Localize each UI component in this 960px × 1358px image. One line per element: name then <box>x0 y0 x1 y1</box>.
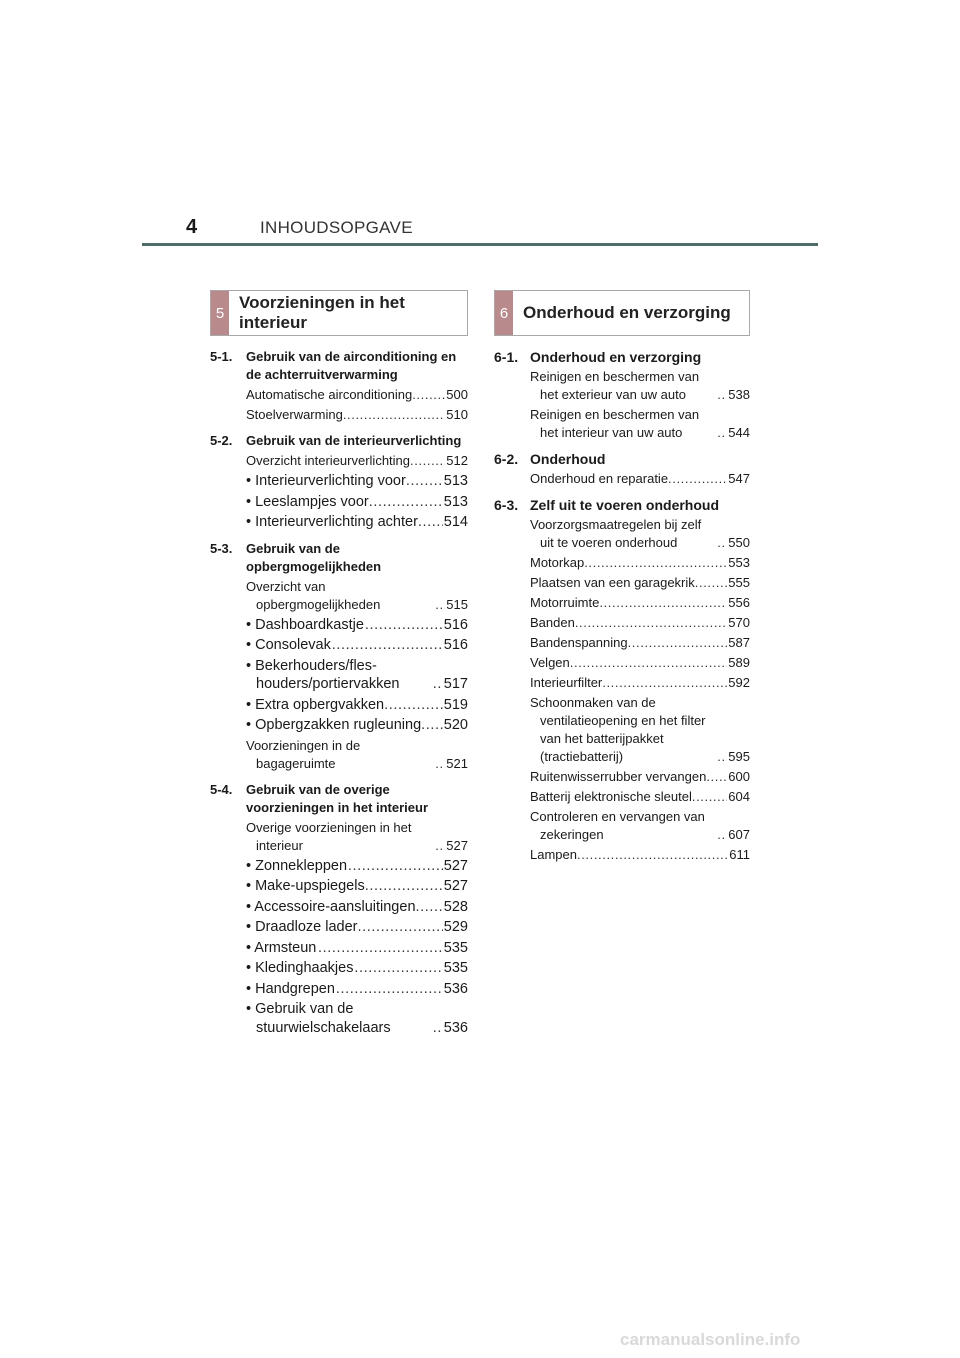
toc-page-number: 600 <box>728 769 750 784</box>
toc-page-number: 607 <box>728 827 750 842</box>
toc-entry[interactable] <box>494 654 750 672</box>
toc-page-number: 611 <box>729 847 750 862</box>
toc-entry-text: Ruitenwisserrubber vervangen <box>530 769 707 784</box>
toc-entry[interactable] <box>210 898 468 917</box>
toc-page-number: 510 <box>446 407 468 422</box>
toc-entry-text: • Opbergzakken rugleuning <box>246 717 422 733</box>
toc-entry[interactable] <box>210 578 468 614</box>
toc-page-number: 516 <box>443 616 468 633</box>
toc-page-number: 587 <box>728 635 750 650</box>
toc-entry[interactable] <box>210 657 468 694</box>
dot-leader <box>668 470 727 488</box>
toc-page-number: 516 <box>443 637 468 653</box>
toc-entry[interactable] <box>210 980 468 999</box>
dot-leader <box>570 654 728 672</box>
toc-entry[interactable] <box>210 716 468 735</box>
toc-entry-text: • Bekerhouders/fles-houders/portiervakken <box>246 657 400 692</box>
toc-entry[interactable] <box>210 857 468 876</box>
toc-page-number: 538 <box>728 387 750 402</box>
toc-entry-text: Banden <box>530 615 575 630</box>
watermark: carmanualsonline.info <box>620 1330 801 1349</box>
subsection <box>494 496 750 864</box>
toc-entry[interactable] <box>494 808 750 844</box>
toc-page-number: 513 <box>443 493 468 510</box>
toc-entry-text: • Interieurverlichting voor <box>246 473 406 489</box>
toc-entry-text: • Zonnekleppen <box>246 857 348 874</box>
subsection-heading[interactable] <box>494 496 750 514</box>
subsection-number: 5-3. <box>210 540 233 556</box>
subsection-number: 5-4. <box>210 781 233 797</box>
dot-leader <box>584 554 727 572</box>
toc-entry[interactable] <box>210 406 468 424</box>
toc-page-number: 547 <box>728 471 750 486</box>
dot-leader <box>410 452 445 470</box>
section-column <box>494 290 750 864</box>
dot-leader <box>435 755 445 773</box>
toc-entry[interactable] <box>210 452 468 470</box>
toc-entry[interactable] <box>210 696 468 715</box>
subsection-number: 5-1. <box>210 349 233 364</box>
toc-entry[interactable] <box>494 674 750 692</box>
toc-entry-text: Motorkap <box>530 555 585 570</box>
subsection-title: Gebruik van de opbergmogelijkheden <box>246 540 382 574</box>
toc-entry[interactable] <box>210 737 468 773</box>
toc-entry-text: Controleren en vervangen van zekeringen <box>530 809 705 842</box>
toc-page-number: 527 <box>446 837 468 853</box>
page-header <box>0 0 960 250</box>
dot-leader <box>416 898 443 917</box>
subsection-title: Gebruik van de interieurverlichting <box>246 433 462 448</box>
toc-entry-text: • Accessoire-aansluitingen <box>246 898 416 915</box>
toc-entry-text: • Interieurverlichting achter <box>246 514 418 530</box>
toc-page-number: 536 <box>443 980 468 997</box>
toc-entry-text: • Handgrepen <box>246 980 335 997</box>
toc-page-number: 517 <box>443 676 468 692</box>
toc-page-number: 521 <box>446 755 468 771</box>
dot-leader <box>692 788 727 806</box>
toc-page-number: 556 <box>728 595 750 610</box>
toc-entry[interactable] <box>494 634 750 652</box>
section-column <box>210 290 468 1037</box>
dot-leader <box>332 636 443 655</box>
dot-leader <box>357 918 442 937</box>
subsection-number: 6-1. <box>494 349 519 365</box>
section-number-tab: 5 <box>211 291 229 335</box>
dot-leader <box>717 534 727 552</box>
dot-leader <box>336 980 443 999</box>
toc-page-number: 570 <box>728 615 750 630</box>
section-header <box>210 290 468 336</box>
subsection <box>494 348 750 442</box>
subsection-title: Gebruik van de airconditioning en de achterruitverwarming <box>246 349 457 382</box>
toc-page-number: 519 <box>443 696 468 713</box>
toc-page-number: 544 <box>728 425 750 440</box>
toc-page-number: 535 <box>443 960 468 976</box>
toc-page-number: 513 <box>443 473 468 489</box>
toc-page-number: 589 <box>728 655 750 670</box>
toc-entry-text: • Draadloze lader <box>246 919 358 935</box>
toc-page-number: 529 <box>443 919 468 935</box>
subsection-title: Gebruik van de overige voorzieningen in het interieur <box>246 781 429 815</box>
toc-entry[interactable] <box>494 846 750 864</box>
dot-leader <box>717 748 727 766</box>
dot-leader <box>717 826 727 844</box>
toc-page-number: 592 <box>728 675 750 690</box>
dot-leader <box>433 1019 443 1038</box>
toc-entry-text: • Armsteun <box>246 939 317 956</box>
dot-leader <box>695 574 728 592</box>
toc-entry[interactable] <box>494 368 750 404</box>
toc-entry-text: Onderhoud en reparatie <box>530 471 669 486</box>
toc-entry[interactable] <box>210 1000 468 1037</box>
subsection-heading[interactable] <box>494 348 750 366</box>
dot-leader <box>706 768 727 786</box>
subsection-number: 6-3. <box>494 497 519 513</box>
toc-entry[interactable] <box>210 513 468 532</box>
dot-leader <box>348 857 443 876</box>
subsection <box>210 432 468 532</box>
section-title: Onderhoud en verzorging <box>523 303 731 322</box>
toc-entry[interactable] <box>494 516 750 552</box>
dot-leader <box>365 877 443 896</box>
toc-entry[interactable] <box>494 694 750 766</box>
toc-page-number: 527 <box>443 878 468 894</box>
header-rule <box>142 243 818 246</box>
toc-entry[interactable] <box>494 574 750 592</box>
subsection-number: 5-2. <box>210 433 233 448</box>
dot-leader <box>318 939 443 958</box>
dot-leader <box>421 716 443 735</box>
toc-entry[interactable] <box>494 614 750 632</box>
toc-page-number: 553 <box>728 555 750 570</box>
toc-entry[interactable] <box>210 386 468 404</box>
toc-entry-text: • Gebruik van de stuurwielschakelaars <box>246 1001 391 1036</box>
dot-leader <box>599 594 727 612</box>
dot-leader <box>717 424 727 442</box>
page-number: 4 <box>186 216 198 238</box>
toc-entry-text: • Consolevak <box>246 637 331 653</box>
section-number-tab: 6 <box>495 291 513 335</box>
toc-entry[interactable] <box>494 470 750 488</box>
dot-leader <box>717 386 727 404</box>
dot-leader <box>354 959 442 978</box>
toc-page-number: 535 <box>443 939 468 956</box>
toc-entry-text: Reinigen en beschermen van het exterieur van uw auto <box>530 369 700 402</box>
section-title: Voorzieningen in het interieur <box>239 293 405 332</box>
toc-entry[interactable] <box>494 788 750 806</box>
toc-entry-text: Motorruimte <box>530 595 600 610</box>
toc-entry[interactable] <box>210 918 468 937</box>
dot-leader <box>412 386 445 404</box>
header-title: INHOUDSOPGAVE <box>260 218 413 237</box>
toc-entry[interactable] <box>210 819 468 855</box>
subsection <box>210 348 468 424</box>
subsection-title: Zelf uit te voeren onderhoud <box>530 497 720 513</box>
toc-page-number: 555 <box>728 575 750 590</box>
toc-entry[interactable] <box>210 959 468 978</box>
subsection <box>210 540 468 773</box>
toc-entry-text: Schoonmaken van de ventilatieopening en het filter van het batterijpakket (tractiebatterij) <box>530 695 706 764</box>
toc-entry-text: Overige voorzieningen in het interieur <box>246 819 412 853</box>
dot-leader <box>602 674 727 692</box>
toc-entry-text: • Kledinghaakjes <box>246 960 354 976</box>
toc-entry-text: • Leeslampjes voor <box>246 493 369 510</box>
toc-page-number: 536 <box>443 1019 468 1036</box>
toc-entry[interactable] <box>494 768 750 786</box>
subsection-heading[interactable] <box>210 432 468 450</box>
toc-page-number: 515 <box>446 596 468 612</box>
dot-leader <box>577 846 728 864</box>
dot-leader <box>575 614 727 632</box>
toc-entry[interactable] <box>210 877 468 896</box>
toc-entry-text: • Make-upspiegels <box>246 878 365 894</box>
dot-leader <box>406 472 443 491</box>
toc-page-number: 500 <box>446 387 468 402</box>
toc-entry-text: Overzicht interieurverlichting <box>246 453 411 468</box>
toc-entry-text: Automatische airconditioning <box>246 387 413 402</box>
toc-entry[interactable] <box>210 472 468 491</box>
subsection-heading[interactable] <box>210 540 468 576</box>
toc-entry[interactable] <box>494 594 750 612</box>
toc-entry[interactable] <box>494 406 750 442</box>
toc-entry-text: Velgen <box>530 655 570 670</box>
toc-entry-text: Plaatsen van een garagekrik <box>530 575 695 590</box>
subsection <box>210 781 468 1038</box>
toc-entry[interactable] <box>210 616 468 635</box>
toc-page-number: 604 <box>728 789 750 804</box>
toc-entry-text: Interieurfilter <box>530 675 603 690</box>
toc-entry-text: Overzicht van opbergmogelijkheden <box>246 578 381 612</box>
toc-page-number: 512 <box>446 453 468 468</box>
dot-leader <box>418 513 443 532</box>
subsection-heading[interactable] <box>494 450 750 468</box>
toc-entry-text: Bandenspanning <box>530 635 628 650</box>
toc-entry-text: Voorzieningen in de bagageruimte <box>246 737 361 771</box>
toc-entry-text: Lampen <box>530 847 577 862</box>
toc-entry[interactable] <box>210 636 468 655</box>
toc-page-number: 514 <box>443 514 468 530</box>
subsection <box>494 450 750 488</box>
dot-leader <box>435 596 445 614</box>
toc-entry-text: Reinigen en beschermen van het interieur van uw auto <box>530 407 700 440</box>
toc-page-number: 527 <box>443 857 468 874</box>
toc-entry[interactable] <box>494 554 750 572</box>
toc-page-number: 520 <box>443 717 468 733</box>
toc-entry[interactable] <box>210 493 468 512</box>
toc-entry-text: • Dashboardkastje <box>246 616 364 633</box>
toc-entry-text: Voorzorgsmaatregelen bij zelf uit te voeren onderhoud <box>530 517 702 550</box>
toc-entry-text: Batterij elektronische sleutel <box>530 789 692 804</box>
dot-leader <box>435 837 445 855</box>
toc-entry-text: Stoelverwarming <box>246 407 343 422</box>
dot-leader <box>365 616 443 635</box>
dot-leader <box>628 634 728 652</box>
subsection-heading[interactable] <box>210 781 468 817</box>
toc-page-number: 550 <box>728 535 750 550</box>
subsection-heading[interactable] <box>210 348 468 384</box>
toc-page-number: 595 <box>728 749 750 764</box>
toc-page-number: 528 <box>443 898 468 915</box>
toc-entry-text: • Extra opbergvakken <box>246 696 385 713</box>
dot-leader <box>384 696 443 715</box>
dot-leader <box>433 675 443 694</box>
subsection-title: Onderhoud en verzorging <box>530 349 702 365</box>
dot-leader <box>343 406 445 424</box>
dot-leader <box>369 493 443 512</box>
toc-entry[interactable] <box>210 939 468 958</box>
subsection-number: 6-2. <box>494 451 519 467</box>
subsection-title: Onderhoud <box>530 451 606 467</box>
section-header <box>494 290 750 336</box>
